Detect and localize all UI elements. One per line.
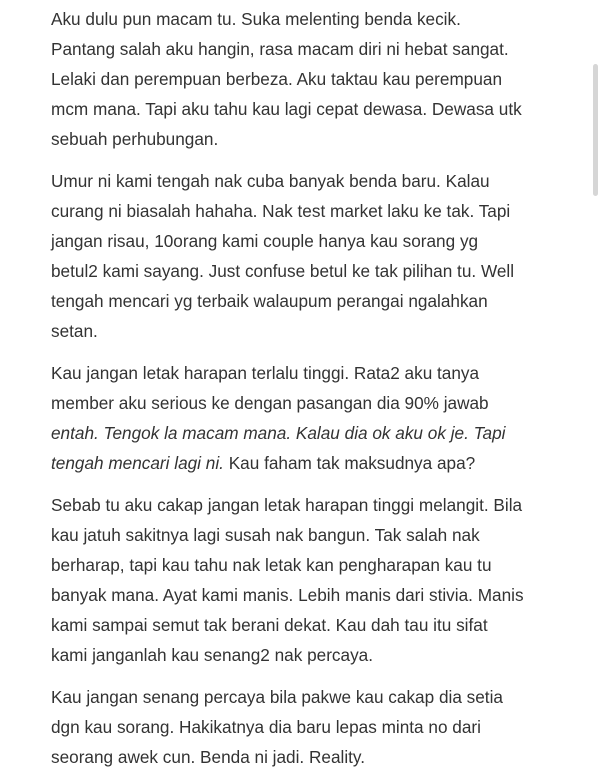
text-line: Kau jangan letak harapan terlalu tinggi. Rata2 aku tanya — [51, 363, 480, 383]
text-line: sebuah perhubungan. — [51, 129, 219, 149]
text-line: berharap, tapi kau tahu nak letak kan pengharapan kau tu — [51, 555, 492, 575]
text-line: mcm mana. Tapi aku tahu kau lagi cepat dewasa. Dewasa utk — [51, 99, 522, 119]
paragraph-4 — [51, 490, 529, 670]
text-line: kami janganlah kau senang2 nak percaya. — [51, 645, 374, 665]
italic-text-line: entah. Tengok la macam mana. Kalau dia ok aku ok je. Tapi — [51, 423, 506, 443]
paragraph-2 — [51, 166, 529, 346]
text-line: Lelaki dan perempuan berbeza. Aku taktau kau perempuan — [51, 69, 503, 89]
text-line: setan. — [51, 321, 98, 341]
text-line: betul2 kami sayang. Just confuse betul ke tak pilihan tu. Well — [51, 261, 515, 281]
text-line: seorang awek cun. Benda ni jadi. Reality. — [51, 747, 366, 767]
text-line: Aku dulu pun macam tu. Suka melenting benda kecik. — [51, 9, 461, 29]
text-line: kau jatuh sakitnya lagi susah nak bangun. Tak salah nak — [51, 525, 480, 545]
text-line: member aku serious ke dengan pasangan dia 90% jawab — [51, 393, 489, 413]
plain-text: Kau faham tak maksudnya apa? — [223, 453, 476, 473]
mixed-text-line — [51, 448, 529, 478]
text-line: jangan risau, 10orang kami couple hanya kau sorang yg — [51, 231, 479, 251]
text-line: Pantang salah aku hangin, rasa macam diri ni hebat sangat. — [51, 39, 509, 59]
text-line: banyak mana. Ayat kami manis. Lebih manis dari stivia. Manis — [51, 585, 524, 605]
paragraph-5 — [51, 682, 529, 772]
text-line: Kau jangan senang percaya bila pakwe kau cakap dia setia — [51, 687, 503, 707]
vertical-scrollbar[interactable] — [593, 0, 599, 780]
article-body — [51, 4, 529, 780]
scrollbar-thumb[interactable] — [593, 64, 598, 196]
text-line: curang ni biasalah hahaha. Nak test market laku ke tak. Tapi — [51, 201, 511, 221]
text-line: kami sampai semut tak berani dekat. Kau dah tau itu sifat — [51, 615, 488, 635]
text-line: dgn kau sorang. Hakikatnya dia baru lepas minta no dari — [51, 717, 481, 737]
text-line: Umur ni kami tengah nak cuba banyak benda baru. Kalau — [51, 171, 490, 191]
paragraph-3 — [51, 358, 529, 478]
italic-text: tengah mencari lagi ni. — [51, 453, 224, 473]
text-line: tengah mencari yg terbaik walaupum perangai ngalahkan — [51, 291, 488, 311]
paragraph-1 — [51, 4, 529, 154]
text-line: Sebab tu aku cakap jangan letak harapan tinggi melangit. Bila — [51, 495, 523, 515]
